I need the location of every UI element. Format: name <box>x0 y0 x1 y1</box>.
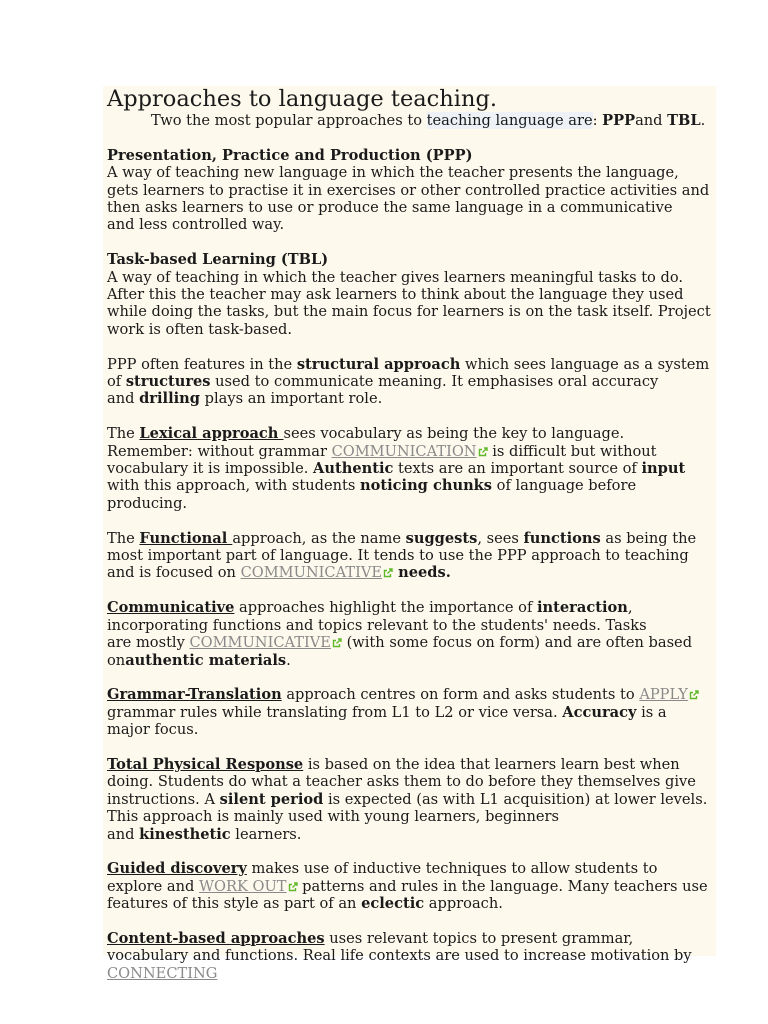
external-link-icon[interactable] <box>689 690 699 700</box>
link-communicative[interactable]: COMMUNICATIVE <box>240 564 383 582</box>
link-communicative-2[interactable]: COMMUNICATIVE <box>189 634 331 652</box>
external-link-icon[interactable] <box>478 447 488 457</box>
link-work-out[interactable]: WORK OUT <box>199 877 287 895</box>
functional-paragraph: The Functional approach, as the name suggests, sees functions as being the most important part of language. It tends to use the PPP approach to teaching and is focused on COMMUNICATIVE needs. <box>107 529 697 582</box>
highlighted-phrase: teaching language are <box>426 112 593 129</box>
tpr-paragraph: Total Physical Response is based on the idea that learners learn best when doing. Students do what a teacher asks them to do before they themselves give instructions. A silent period is expected (as with L1 acquisition) at lower levels. This approach is mainly used with young learners, beginners and kinesthetic learners. <box>107 755 708 843</box>
link-apply[interactable]: APPLY <box>639 686 688 704</box>
communicative-paragraph: Communicative approaches highlight the importance of interaction, incorporating functions and topics relevant to the students' needs. Tasks are mostly COMMUNICATIVE (with some focus on form) and are often based onauthentic materials. <box>107 599 693 669</box>
tbl-section: Task-based Learning (TBL) A way of teaching in which the teacher gives learners meaningful tasks to do. After this the teacher may ask learners to think about the language they used while doing the tasks, but the main focus for learners is on the task itself. Project work is often task-based. <box>107 251 711 338</box>
grammar-translation-paragraph: Grammar-Translation approach centres on form and asks students to APPLY grammar rules while translating from L1 to L2 or vice versa. Accuracy is a major focus. <box>107 686 714 738</box>
guided-discovery-paragraph: Guided discovery makes use of inductive techniques to allow students to explore and WORK OUT patterns and rules in the language. Many teachers use features of this style as part of an eclectic approach. <box>107 860 708 913</box>
tbl-heading: Task-based Learning (TBL) <box>107 251 329 269</box>
document-page <box>103 86 716 982</box>
external-link-icon[interactable] <box>383 568 393 578</box>
structural-paragraph: PPP often features in the structural approach which sees language as a system of structures used to communicate meaning. It emphasises oral accuracy and drilling plays an important role. <box>107 355 710 408</box>
page-title: Approaches to language teaching. <box>107 86 498 112</box>
content-based-paragraph: Content-based approaches uses relevant topics to present grammar, vocabulary and functions. Real life contexts are used to increase motivation by CONNECTING <box>107 929 692 982</box>
ppp-section: Presentation, Practice and Production (PPP) A way of teaching new language in which the teacher presents the language, gets learners to practise it in exercises or other controlled practice activities and then asks learners to use or produce the same language in a communicative and less controlled way. <box>107 146 710 234</box>
link-connecting[interactable]: CONNECTING <box>107 964 218 982</box>
lexical-paragraph: The Lexical approach sees vocabulary as being the key to language. Remember: without grammar COMMUNICATION is difficult but without vocabulary it is impossible. Authentic texts are an important source of input with this approach, with students noticing chunks of language before producing. <box>107 425 686 512</box>
link-communication[interactable]: COMMUNICATION <box>331 442 477 460</box>
external-link-icon[interactable] <box>332 638 342 648</box>
external-link-icon[interactable] <box>288 882 298 892</box>
document-body <box>103 86 716 982</box>
ppp-heading: Presentation, Practice and Production (PPP) <box>107 146 473 164</box>
intro-paragraph: Two the most popular approaches to teaching language are: PPPand TBL. <box>151 112 706 129</box>
